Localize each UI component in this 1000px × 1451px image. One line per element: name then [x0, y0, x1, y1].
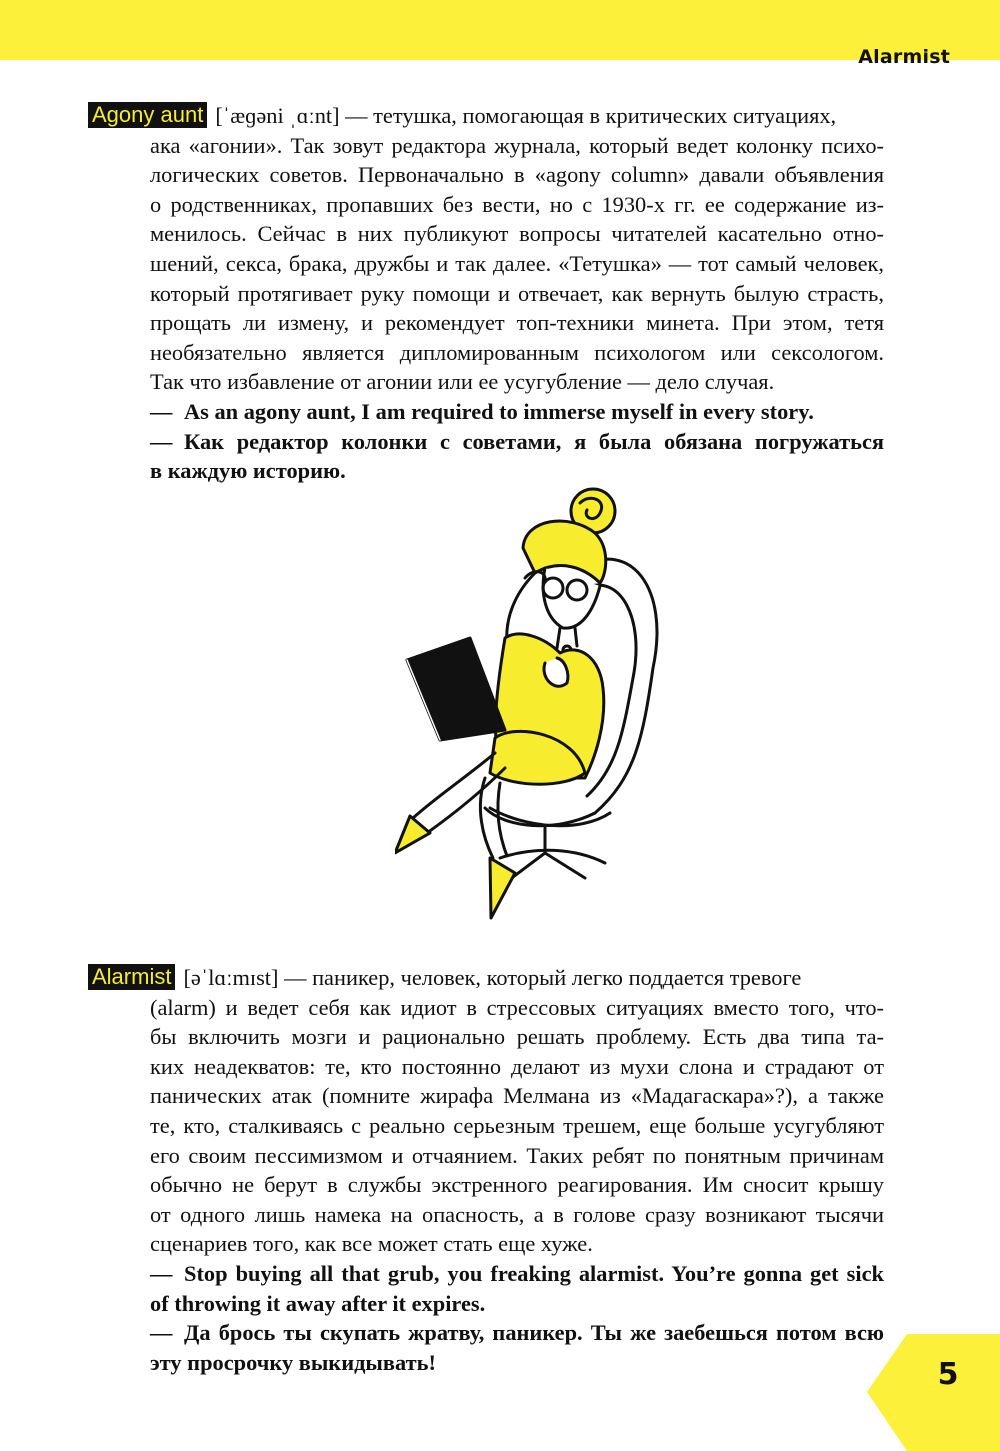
definition-line: менилось. Сейчас в них публикуют вопросы читателей касательно отно- [150, 221, 884, 247]
example-russian [88, 427, 884, 457]
entry-term: Agony aunt [88, 102, 207, 128]
woman-reading-illustration [395, 478, 675, 943]
example-dash: — [150, 1260, 173, 1286]
example-line: of throwing it away after it expires. [150, 1290, 486, 1316]
definition-line: необязательно является дипломированным психологом или сексологом. [150, 339, 884, 365]
example-english [88, 1259, 884, 1289]
definition-line: [əˈlɑːmɪst] — паникер, человек, который легко поддается тревоге [183, 965, 802, 990]
chair-seat [490, 808, 610, 826]
running-head: Alarmist [858, 46, 950, 68]
example-line: в каждую историю. [150, 458, 346, 484]
shoe-front [395, 816, 430, 853]
example-line: Как редактор колонки с советами, я была обязана погружаться [184, 428, 884, 454]
example-english [88, 397, 884, 427]
book [407, 638, 505, 740]
example-dash: — [150, 428, 173, 454]
shoe-back [490, 858, 515, 918]
top-color-band [0, 0, 1000, 60]
definition-line: Так что избавление от агонии или ее усугубление — дело случая. [150, 369, 775, 395]
definition-line: шений, секса, брака, дружбы и так далее. «Тетушка» — тот самый человек, [150, 250, 884, 276]
page-number: 5 [937, 1357, 959, 1392]
entry-term: Alarmist [88, 964, 175, 990]
definition-line: панических атак (помните жирафа Мелмана из «Мадагаскара»?), а также [150, 1083, 884, 1109]
definition-line: (alarm) и ведет себя как идиот в стрессовых ситуациях вместо того, что- [150, 994, 884, 1020]
example-line: эту просрочку выкидывать! [150, 1349, 436, 1375]
example-line: Stop buying all that grub, you freaking alarmist. You’re gonna get sick [184, 1260, 884, 1286]
definition-line: о родственниках, пропавших без вести, но с 1930-х гг. ее содержание из- [150, 191, 884, 217]
example-line: Да брось ты скупать жратву, паникер. Ты же заебешься потом всю [184, 1320, 884, 1346]
example-line: As an agony aunt, I am required to immerse myself in every story. [184, 398, 814, 424]
definition-line: бы включить мозги и рационально решать проблему. Есть два типа та- [150, 1024, 884, 1050]
definition-line: обычно не берут в службы экстренного реагирования. Им сносит крышу [150, 1172, 884, 1198]
entry-first-line [88, 101, 884, 131]
dictionary-entry-agony-aunt [88, 101, 884, 486]
cleavage [544, 658, 568, 686]
page-number-tab [867, 1334, 1000, 1451]
page-tab-shape [867, 1334, 1000, 1451]
definition-line: [ˈæɡəni ˌɑːnt] — тетушка, помогающая в критических ситуациях, [215, 103, 837, 128]
definition-line: те, кто, сталкиваясь с реально серьезным трешем, еще больше усугубляют [150, 1112, 884, 1138]
definition-line: логических советов. Первоначально в «agony column» давали объявления [150, 162, 884, 188]
definition-line: его своим пессимизмом и отчаянием. Таких ребят по понятным причинам [150, 1142, 884, 1168]
definition-line: ких неадекватов: те, кто постоянно делают из мухи слона и страдают от [150, 1053, 884, 1079]
definition-line: сценариев того, как все может стать еще хуже. [150, 1231, 593, 1257]
example-dash: — [150, 1320, 173, 1346]
entry-first-line [88, 963, 884, 993]
chair-base [500, 850, 605, 883]
dictionary-entry-alarmist [88, 963, 884, 1377]
example-dash: — [150, 398, 173, 424]
definition-line: прощать ли измену, и рекомендует топ-техники минета. При этом, тетя [150, 310, 884, 336]
example-russian [88, 1318, 884, 1348]
definition-line: ака «агонии». Так зовут редактора журнала, который ведет колонку психо- [150, 132, 884, 158]
definition-line: от одного лишь намека на опасность, а в голове сразу возникают тысячи [150, 1201, 884, 1227]
definition-line: который протягивает руку помощи и отвечает, как вернуть былую страсть, [150, 280, 884, 306]
